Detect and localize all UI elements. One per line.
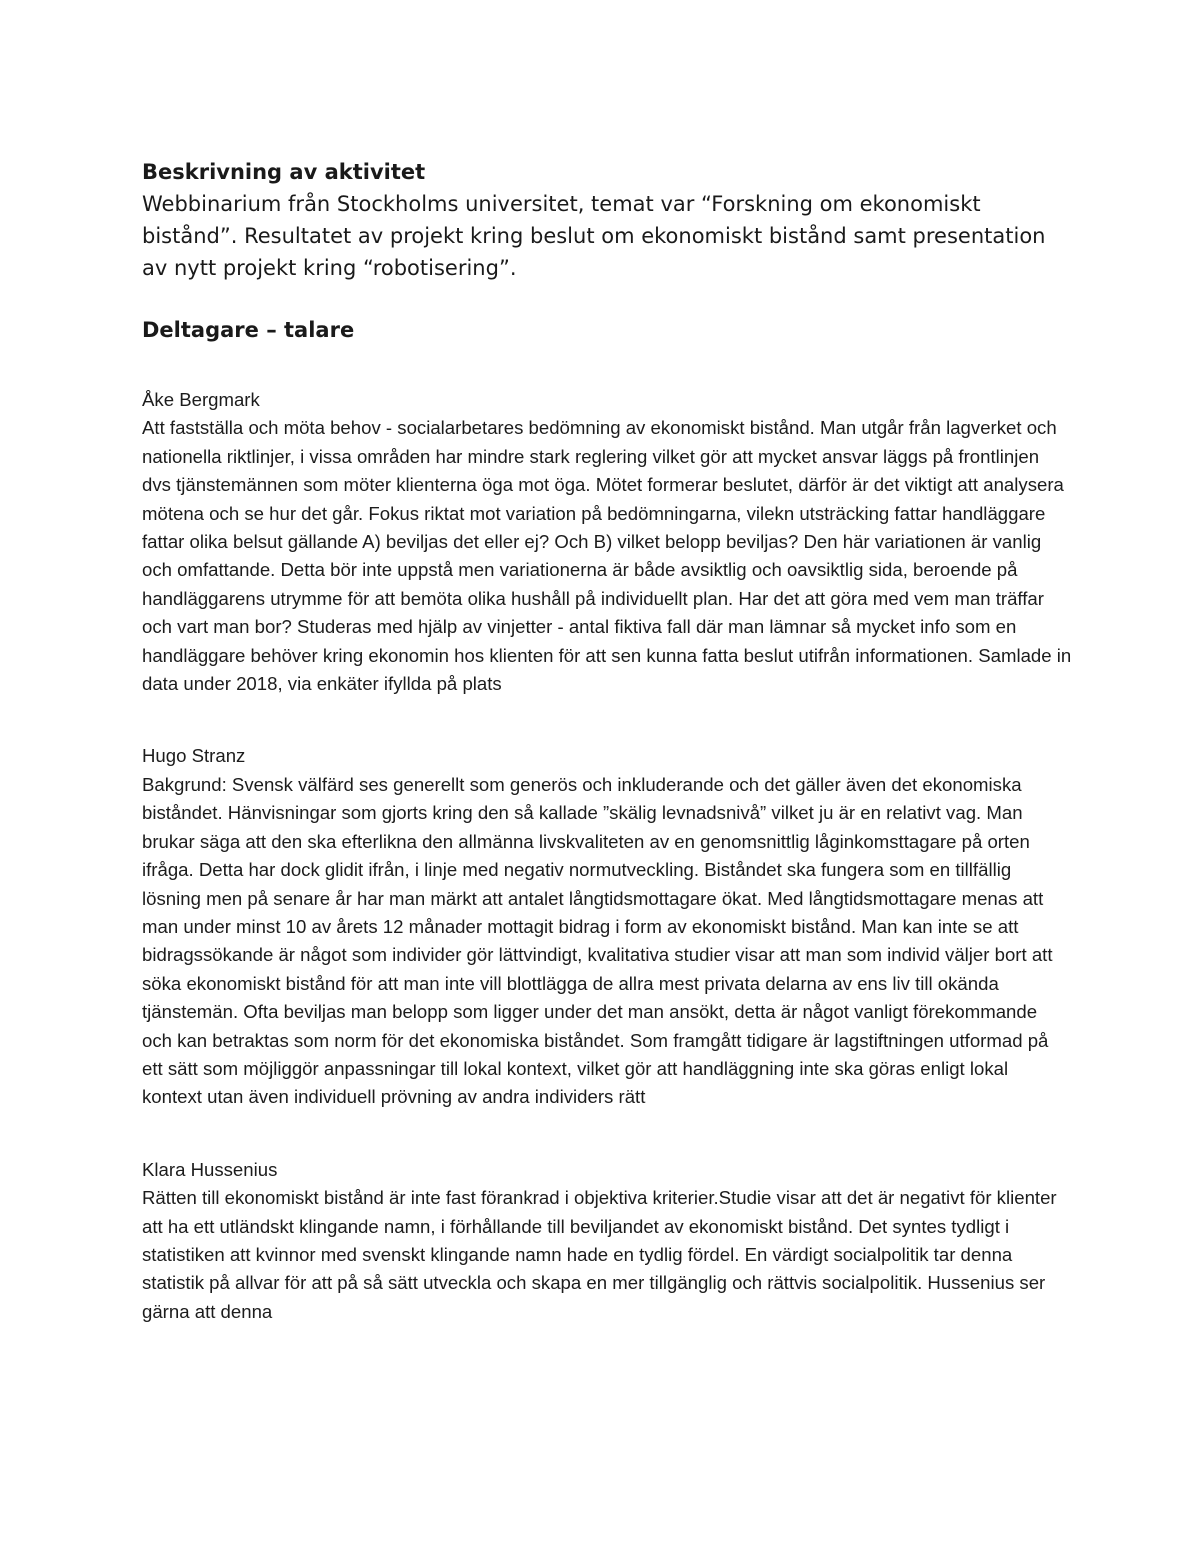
- speaker-name: Klara Hussenius: [142, 1158, 278, 1180]
- speaker-name: Hugo Stranz: [142, 745, 246, 767]
- document-content: [142, 156, 1072, 1326]
- activity-description: Webbinarium från Stockholms universitet, temat var “Forskning om ekonomiskt bistånd”. Resultatet av projekt kring beslut om ekonomiskt bistånd samt presentation av nytt projekt kring “robotisering”.: [142, 192, 1046, 280]
- speaker-text: Bakgrund: Svensk välfärd ses generellt som generös och inkluderande och det gäller även det ekonomiska biståndet. Hänvisningar som gjorts kring den så kallade ”skälig levnadsnivå” vilket ju är en relativt vag. Man brukar säga att den ska efterlikna den allmänna livskvaliteten av en genomsnittlig låginkomsttagare på orten ifråga. Detta har dock glidit ifrån, i linje med negativ normutveckling. Biståndet ska fungera som en tillfällig lösning men på senare år har man märkt att antalet långtidsmottagare ökat. Med långtidsmottagare menas att man under minst 10 av årets 12 månader mottagit bidrag i form av ekonomiskt bistånd. Man kan inte se att bidragssökande är något som individer gör lättvindigt, kvalitativa studier visar att man som individ väljer bort att söka ekonomiskt bistånd för att man inte vill blottlägga de allra mest privata delarna av ens liv till okända tjänstemän. Ofta beviljas man belopp som ligger under det man ansökt, detta är något vanligt förekommande och kan betraktas som norm för det ekonomiska biståndet. Som framgått tidigare är lagstiftningen utformad på ett sätt som möjliggör anpassningar till lokal kontext, vilket gör att handläggning inte ska göras enligt lokal kontext utan även individuell prövning av andra individers rätt: [142, 773, 1053, 1108]
- speaker-block-stranz: [142, 742, 1072, 1111]
- participants-heading: Deltagare – talare: [142, 318, 355, 342]
- speaker-block-bergmark: [142, 386, 1072, 698]
- participants-section: [142, 314, 1072, 1326]
- activity-section: [142, 156, 1072, 284]
- speaker-text: Rätten till ekonomiskt bistånd är inte fast förankrad i objektiva kriterier.Studie visar att det är negativt för klienter att ha ett utländskt klingande namn, i förhållande till beviljandet av ekonomiskt bistånd. Det syntes tydligt i statistiken att kvinnor med svenskt klingande namn hade en tydlig fördel. En värdigt socialpolitik tar denna statistik på allvar för att på så sätt utveckla och skapa en mer tillgänglig och rättvis socialpolitik. Hussenius ser gärna att denna: [142, 1187, 1057, 1322]
- speaker-block-hussenius: [142, 1156, 1072, 1326]
- speaker-name: Åke Bergmark: [142, 389, 260, 410]
- speaker-text: Att fastställa och möta behov - socialarbetares bedömning av ekonomiskt bistånd. Man utgår från lagverket och nationella riktlinjer, i vissa områden har mindre stark reglering vilket gör att mycket ansvar läggs på frontlinjen dvs tjänstemännen som möter klienterna öga mot öga. Mötet formerar beslutet, därför är det viktigt att analysera mötena och se hur det går. Fokus riktat mot variation på bedömningarna, vilekn utsträcking fattar handläggare fattar olika belsut gällande A) beviljas det eller ej? Och B) vilket belopp beviljas? Den här variationen är vanlig och omfattande. Detta bör inte uppstå men variationerna är både avsiktlig och oavsiktlig sida, beroende på handläggarens utrymme för att bemöta olika hushåll på individuellt plan. Har det att göra med vem man träffar och vart man bor? Studeras med hjälp av vinjetter - antal fiktiva fall där man lämnar så mycket info som en handläggare behöver kring ekonomin hos klienten för att sen kunna fatta beslut utifrån informationen. Samlade in data under 2018, via enkäter ifyllda på plats: [142, 417, 1072, 695]
- activity-heading: Beskrivning av aktivitet: [142, 160, 426, 184]
